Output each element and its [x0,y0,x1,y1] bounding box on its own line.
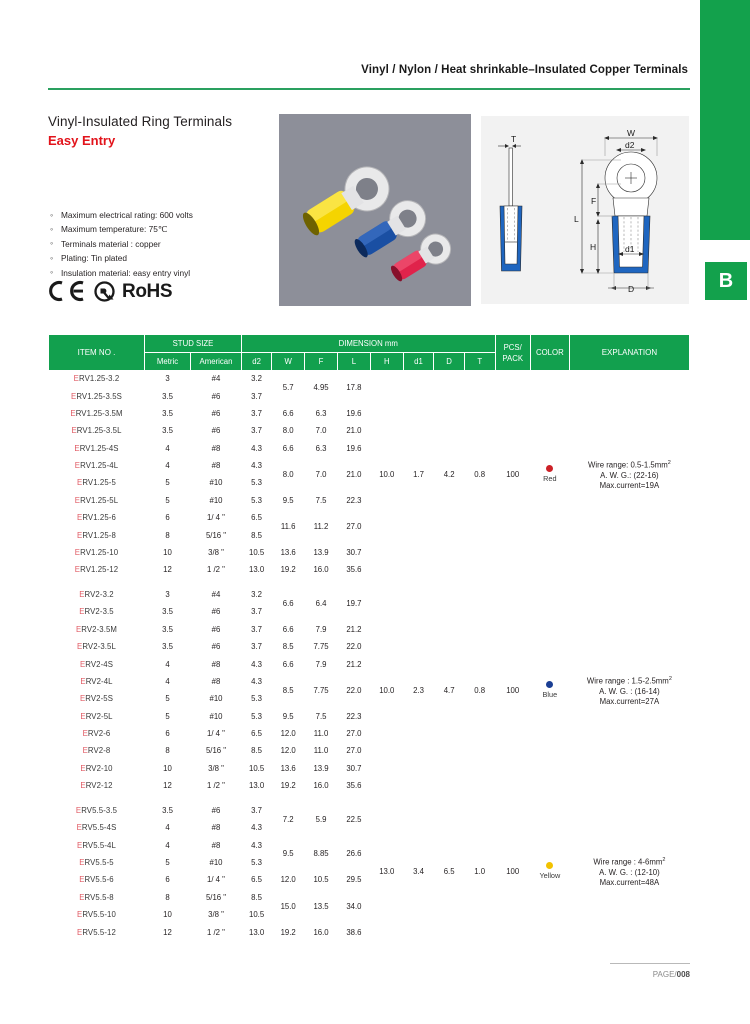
color-name: Yellow [539,871,561,881]
cell-color [530,371,569,580]
cell-f: 7.5 [305,708,338,725]
cell-f: 11.2 [305,510,338,545]
cell-metric: 8 [144,527,190,544]
cell-metric: 4 [144,457,190,474]
feature-item: ◦ Insulation material: easy entry vinyl [50,266,193,280]
th-dimension: DIMENSION mm [241,335,495,353]
cell-american: 3/8 " [191,544,242,561]
cell-d2: 8.5 [241,743,271,760]
cell-group-d1: 1.7 [403,371,434,580]
cell-american: #8 [191,820,242,837]
cell-w: 7.2 [272,802,305,837]
cell-item-no: ERV5.5-10 [49,907,145,924]
cell-l: 22.0 [337,639,370,656]
th-pcs-pack-line2: PACK [502,353,524,363]
cell-w: 19.2 [272,924,305,941]
cell-item-no: ERV1.25-3.5L [49,423,145,440]
cell-d2: 3.2 [241,586,271,603]
cell-metric: 10 [144,760,190,777]
cell-metric: 6 [144,725,190,742]
cell-american: 1/ 4 " [191,510,242,527]
th-d: D [434,353,465,371]
footer-divider [610,963,690,964]
cell-w: 8.5 [272,673,305,708]
cell-group-d1: 3.4 [403,802,434,941]
cell-metric: 3.5 [144,639,190,656]
cell-l: 34.0 [337,889,370,924]
cell-metric: 3.5 [144,423,190,440]
cell-f: 7.0 [305,423,338,440]
color-name: Blue [542,690,558,700]
cell-l: 22.3 [337,708,370,725]
cell-d2: 10.5 [241,544,271,561]
cell-explanation [569,371,689,580]
cell-w: 9.5 [272,492,305,509]
cell-color [530,586,569,795]
cell-w: 13.6 [272,544,305,561]
cell-american: #8 [191,656,242,673]
cell-l: 19.6 [337,405,370,422]
cell-l: 19.7 [337,586,370,621]
cell-d2: 13.0 [241,778,271,795]
cell-metric: 12 [144,562,190,579]
footer-page-value: 008 [676,970,690,979]
cell-metric: 5 [144,854,190,871]
cell-metric: 3.5 [144,604,190,621]
explanation-line: Wire range : $1.5-2.5mm^2$ [586,676,672,686]
table-row [49,371,690,388]
cell-group-d: 6.5 [434,802,465,941]
th-american: American [191,353,242,371]
cell-w: 12.0 [272,725,305,742]
cell-d2: 3.7 [241,405,271,422]
explanation-line: Max.current=48A [599,878,660,888]
cell-d2: 5.3 [241,854,271,871]
th-d1: d1 [403,353,434,371]
cell-american: 5/16 " [191,527,242,544]
th-d2: d2 [241,353,271,371]
cell-d2: 3.7 [241,802,271,819]
technical-drawing-svg [481,116,689,304]
cell-group-h: 10.0 [370,371,403,580]
product-subtitle: Easy Entry [48,133,116,148]
cell-d2: 10.5 [241,760,271,777]
cell-d2: 8.5 [241,889,271,906]
cell-w: 8.5 [272,639,305,656]
cell-f: 16.0 [305,562,338,579]
cell-american: #6 [191,621,242,638]
explanation-line: Max.current=19A [599,481,660,491]
cell-l: 21.0 [337,457,370,492]
cell-american: #6 [191,405,242,422]
cell-d2: 3.7 [241,639,271,656]
table-row [49,586,690,603]
cell-f: 5.9 [305,802,338,837]
table-header [49,335,690,371]
cell-american: #8 [191,837,242,854]
cell-item-no: ERV1.25-5 [49,475,145,492]
table-group-separator [49,579,690,586]
cell-metric: 8 [144,743,190,760]
cell-item-no: ERV5.5-4S [49,820,145,837]
cell-item-no: ERV2-6 [49,725,145,742]
specification-table-wrapper [48,334,690,942]
cell-metric: 4 [144,656,190,673]
certification-logos [47,280,172,302]
cell-group-t: 0.8 [464,371,495,580]
cell-metric: 3 [144,371,190,388]
cell-w: 6.6 [272,405,305,422]
cell-d2: 5.3 [241,691,271,708]
cell-item-no: ERV2-3.5M [49,621,145,638]
cell-d2: 13.0 [241,562,271,579]
cell-l: 38.6 [337,924,370,941]
cell-f: 6.4 [305,586,338,621]
cell-item-no: ERV1.25-12 [49,562,145,579]
cell-item-no: ERV2-3.2 [49,586,145,603]
cell-explanation [569,586,689,795]
cell-metric: 4 [144,820,190,837]
th-w: W [272,353,305,371]
table-header-row-1 [49,335,690,353]
cell-w: 6.6 [272,656,305,673]
cell-item-no: ERV1.25-5L [49,492,145,509]
cell-item-no: ERV2-4L [49,673,145,690]
cell-metric: 6 [144,510,190,527]
cell-w: 8.0 [272,423,305,440]
color-swatch [546,465,553,472]
cell-metric: 3.5 [144,388,190,405]
cell-item-no: ERV2-3.5 [49,604,145,621]
section-tab-b: B [705,262,747,300]
drawing-label-d1: d1 [625,244,635,254]
feature-item: ◦ Maximum temperature: 75℃ [50,222,193,236]
specification-table [48,334,690,942]
page-header-title: Vinyl / Nylon / Heat shrinkable–Insulated Copper Terminals [361,64,688,76]
cell-american: 1 /2 " [191,778,242,795]
cell-d2: 8.5 [241,527,271,544]
cell-item-no: ERV1.25-3.5M [49,405,145,422]
footer-page-number [653,970,690,979]
cell-f: 4.95 [305,371,338,406]
cell-american: #6 [191,639,242,656]
cell-american: #8 [191,440,242,457]
cell-w: 6.6 [272,621,305,638]
cell-d2: 5.3 [241,492,271,509]
cell-l: 27.0 [337,510,370,545]
technical-drawing [481,116,689,304]
cell-f: 13.5 [305,889,338,924]
cell-l: 30.7 [337,544,370,561]
header-green-block [700,0,750,240]
header-divider [48,88,690,90]
cell-w: 19.2 [272,562,305,579]
cell-american: #6 [191,423,242,440]
cell-w: 12.0 [272,743,305,760]
cell-l: 30.7 [337,760,370,777]
cell-american: #4 [191,371,242,388]
cell-metric: 10 [144,544,190,561]
cell-american: 5/16 " [191,743,242,760]
cell-item-no: ERV5.5-6 [49,872,145,889]
feature-item: ◦ Terminals material : copper [50,237,193,251]
cell-l: 21.2 [337,621,370,638]
table-body [49,371,690,942]
cell-pcs-pack: 100 [495,371,530,580]
color-name: Red [543,474,557,484]
cell-american: 1/ 4 " [191,725,242,742]
rohs-label: RoHS [122,280,173,302]
cell-group-d1: 2.3 [403,586,434,795]
cell-l: 35.6 [337,562,370,579]
cell-w: 8.0 [272,457,305,492]
cell-w: 12.0 [272,872,305,889]
cell-l: 21.2 [337,656,370,673]
explanation-line: A. W. G. : (16-14) [599,686,660,696]
cell-american: #10 [191,691,242,708]
cell-item-no: ERV1.25-8 [49,527,145,544]
th-color: COLOR [530,335,569,371]
cell-american: 3/8 " [191,760,242,777]
cell-f: 6.3 [305,405,338,422]
cell-american: #6 [191,604,242,621]
cell-metric: 12 [144,924,190,941]
cell-metric: 5 [144,708,190,725]
cell-l: 29.5 [337,872,370,889]
footer-page-label: PAGE/ [652,970,677,979]
cell-american: 1 /2 " [191,562,242,579]
cell-american: #10 [191,492,242,509]
cell-d2: 4.3 [241,837,271,854]
explanation-line: Wire range: $0.5-1.5mm^2$ [588,460,671,471]
cell-group-t: 0.8 [464,586,495,795]
feature-item: ◦ Maximum electrical rating: 600 volts [50,208,193,222]
cell-item-no: ERV2-3.5L [49,639,145,656]
cell-d2: 10.5 [241,907,271,924]
cell-metric: 3.5 [144,405,190,422]
cell-l: 19.6 [337,440,370,457]
cell-item-no: ERV2-5S [49,691,145,708]
cell-w: 6.6 [272,440,305,457]
th-f: F [305,353,338,371]
cell-l: 22.5 [337,802,370,837]
cell-w: 5.7 [272,371,305,406]
cell-f: 7.75 [305,673,338,708]
explanation-line: Wire range : $4-6mm^2$ [593,857,666,868]
cell-f: 11.0 [305,725,338,742]
cell-metric: 4 [144,837,190,854]
cell-item-no: ERV5.5-5 [49,854,145,871]
cell-f: 13.9 [305,544,338,561]
cell-f: 7.75 [305,639,338,656]
product-title: Vinyl-Insulated Ring Terminals [48,114,233,129]
cell-pcs-pack: 100 [495,586,530,795]
cell-item-no: ERV1.25-4L [49,457,145,474]
th-pcs-pack-line1: PCS/ [503,342,522,352]
table-row [49,802,690,819]
cell-w: 6.6 [272,586,305,621]
th-t: T [464,353,495,371]
cell-item-no: ERV2-5L [49,708,145,725]
cell-d2: 13.0 [241,924,271,941]
product-photo [279,114,471,306]
cell-d2: 3.7 [241,423,271,440]
cell-d2: 3.2 [241,371,271,388]
cell-american: #6 [191,802,242,819]
cell-l: 22.3 [337,492,370,509]
cell-metric: 8 [144,889,190,906]
cell-w: 11.6 [272,510,305,545]
explanation-line: A. W. G. : (12-10) [599,868,660,878]
cell-l: 27.0 [337,743,370,760]
product-feature-list [50,208,193,280]
cell-group-t: 1.0 [464,802,495,941]
cell-d2: 6.5 [241,510,271,527]
cell-item-no: ERV5.5-4L [49,837,145,854]
cell-f: 6.3 [305,440,338,457]
product-photo-image [279,114,471,306]
cell-american: 5/16 " [191,889,242,906]
cell-d2: 4.3 [241,673,271,690]
cell-metric: 12 [144,778,190,795]
cell-metric: 4 [144,440,190,457]
th-l: L [337,353,370,371]
cell-american: #4 [191,586,242,603]
cell-f: 8.85 [305,837,338,872]
feature-item: ◦ Plating: Tin plated [50,251,193,265]
cell-d2: 4.3 [241,440,271,457]
cell-metric: 3 [144,586,190,603]
drawing-label-T: T [511,134,517,144]
drawing-label-F: F [591,196,597,206]
cell-f: 7.0 [305,457,338,492]
cell-f: 16.0 [305,924,338,941]
cell-item-no: ERV1.25-10 [49,544,145,561]
cell-item-no: ERV1.25-3.5S [49,388,145,405]
th-h: H [370,353,403,371]
drawing-label-H: H [590,242,597,252]
cell-w: 9.5 [272,837,305,872]
cell-item-no: ERV1.25-6 [49,510,145,527]
drawing-label-W: W [627,128,636,138]
cell-group-d: 4.7 [434,586,465,795]
cell-d2: 5.3 [241,475,271,492]
th-item-no: ITEM NO . [49,335,145,371]
cell-l: 27.0 [337,725,370,742]
cell-american: #10 [191,708,242,725]
drawing-label-d2: d2 [625,140,635,150]
cell-item-no: ERV2-12 [49,778,145,795]
cell-d2: 3.7 [241,621,271,638]
cell-pcs-pack: 100 [495,802,530,941]
cell-item-no: ERV2-4S [49,656,145,673]
cell-d2: 4.3 [241,457,271,474]
cell-l: 35.6 [337,778,370,795]
cell-w: 13.6 [272,760,305,777]
cell-metric: 5 [144,492,190,509]
cell-l: 21.0 [337,423,370,440]
cell-metric: 3.5 [144,621,190,638]
cell-explanation [569,802,689,941]
cell-f: 7.9 [305,621,338,638]
cell-d2: 6.5 [241,872,271,889]
cell-d2: 6.5 [241,725,271,742]
cell-l: 22.0 [337,673,370,708]
cell-f: 11.0 [305,743,338,760]
cell-w: 9.5 [272,708,305,725]
cell-group-d: 4.2 [434,371,465,580]
cell-group-h: 13.0 [370,802,403,941]
cell-f: 16.0 [305,778,338,795]
color-swatch [546,681,553,688]
cell-item-no: ERV1.25-3.2 [49,371,145,388]
rohs-circle-icon [94,281,115,302]
cell-american: 1 /2 " [191,924,242,941]
drawing-label-D: D [628,284,635,294]
cell-d2: 4.3 [241,820,271,837]
color-swatch [546,862,553,869]
cell-item-no: ERV5.5-12 [49,924,145,941]
cell-american: #8 [191,457,242,474]
cell-w: 15.0 [272,889,305,924]
cell-item-no: ERV5.5-8 [49,889,145,906]
cell-metric: 4 [144,673,190,690]
table-group-separator [49,795,690,802]
cell-d2: 3.7 [241,388,271,405]
cell-item-no: ERV2-10 [49,760,145,777]
th-explanation: EXPLANATION [569,335,689,371]
cell-color [530,802,569,941]
cell-american: #10 [191,475,242,492]
cell-w: 19.2 [272,778,305,795]
cell-group-h: 10.0 [370,586,403,795]
cell-l: 17.8 [337,371,370,406]
cell-metric: 5 [144,475,190,492]
cell-d2: 3.7 [241,604,271,621]
explanation-line: Max.current=27A [599,696,660,706]
cell-f: 7.5 [305,492,338,509]
cell-metric: 5 [144,691,190,708]
th-metric: Metric [144,353,190,371]
cell-metric: 10 [144,907,190,924]
cell-metric: 3.5 [144,802,190,819]
cell-d2: 4.3 [241,656,271,673]
ce-mark-icon [47,280,87,302]
cell-metric: 6 [144,872,190,889]
cell-item-no: ERV1.25-4S [49,440,145,457]
cell-item-no: ERV2-8 [49,743,145,760]
cell-item-no: ERV5.5-3.5 [49,802,145,819]
cell-american: #6 [191,388,242,405]
explanation-line: A. W. G.: (22-16) [600,471,659,481]
th-stud-size: STUD SIZE [144,335,241,353]
cell-american: #8 [191,673,242,690]
cell-american: #10 [191,854,242,871]
cell-american: 3/8 " [191,907,242,924]
cell-american: 1/ 4 " [191,872,242,889]
cell-f: 13.9 [305,760,338,777]
drawing-label-L: L [574,214,579,224]
th-pcs-pack [495,335,530,371]
cell-l: 26.6 [337,837,370,872]
cell-f: 10.5 [305,872,338,889]
cell-f: 7.9 [305,656,338,673]
cell-d2: 5.3 [241,708,271,725]
